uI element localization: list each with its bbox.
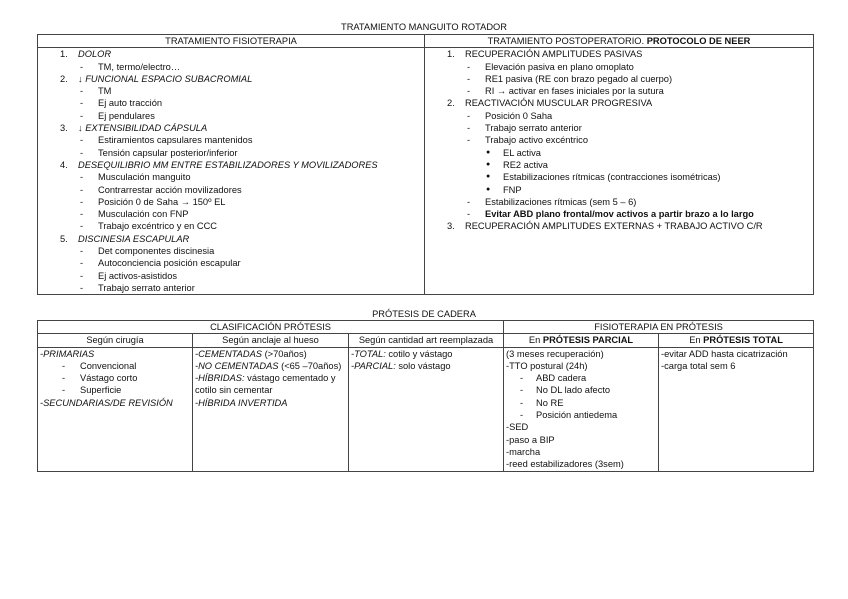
item-number: 3. (447, 221, 455, 232)
item-detail: cotilo y vástago (385, 348, 453, 359)
list-item (351, 348, 501, 360)
list-item (40, 85, 422, 97)
list-item (506, 372, 656, 384)
list-item (427, 208, 811, 220)
item-text: -TTO postural (24h) (506, 360, 588, 371)
total-prefix: En (689, 335, 701, 346)
list-item (427, 61, 811, 73)
item-text: Posición 0 de Saha → 150º EL (98, 196, 226, 207)
item-text: RECUPERACIÓN AMPLITUDES EXTERNAS + TRABAJO ACTIVO C/R (465, 221, 763, 232)
total-cell (659, 347, 814, 471)
item-text: -evitar ADD hasta cicatrización (661, 348, 788, 359)
dash-marker: - (467, 196, 471, 207)
list-item (506, 409, 656, 421)
item-text: RI → activar en fases iniciales por la sutura (485, 86, 664, 97)
dash-marker: - (80, 246, 84, 257)
item-text: Trabajo excéntrico y en CCC (98, 221, 218, 232)
list-item (40, 233, 422, 245)
dash-marker: - (80, 110, 84, 121)
item-text: Estiramientos capsulares mantenidos (98, 135, 253, 146)
item-number: 4. (60, 159, 68, 170)
list-item (40, 372, 190, 384)
dash-marker: - (80, 270, 84, 281)
list-item (427, 122, 811, 134)
list-item (506, 458, 656, 470)
dash-marker: - (62, 373, 66, 384)
item-text: TM (98, 86, 112, 97)
item-text: -carga total sem 6 (661, 360, 736, 371)
dash-marker: - (80, 86, 84, 97)
dash-marker: - (80, 196, 84, 207)
item-text: Posición antiedema (536, 410, 618, 421)
bullet-icon: ● (486, 148, 491, 156)
list-item (427, 159, 811, 171)
dash-marker: - (467, 209, 471, 220)
item-detail: (>70años) (261, 348, 307, 359)
item-detail: cotilo sin cementar (195, 385, 273, 396)
item-text: FNP (503, 184, 522, 195)
anclaje-cell (193, 347, 349, 471)
parcial-cell (504, 347, 659, 471)
item-text: Trabajo serrato anterior (98, 282, 195, 293)
list-item (506, 434, 656, 446)
list-item (40, 384, 190, 396)
list-item (195, 360, 346, 372)
subheader-parcial (504, 334, 659, 347)
list-item (40, 208, 422, 220)
list-item (195, 384, 346, 396)
dash-marker: - (520, 397, 524, 408)
item-text: Estabilizaciones rítmicas (sem 5 – 6) (485, 196, 637, 207)
list-item (427, 171, 811, 183)
item-number: 1. (60, 49, 68, 60)
bullet-icon: ● (486, 160, 491, 168)
subheader-total (659, 334, 814, 347)
list-item (427, 110, 811, 122)
dash-marker: - (80, 221, 84, 232)
item-text: Superficie (80, 385, 122, 396)
item-text: -reed estabilizadores (3sem) (506, 459, 624, 470)
list-item (40, 245, 422, 257)
item-text: Musculación manguito (98, 172, 191, 183)
item-text: DESEQUILIBRIO MM ENTRE ESTABILIZADORES Y MOVILIZADORES (78, 159, 378, 170)
dash-marker: - (467, 135, 471, 146)
rotator-table (37, 34, 814, 295)
item-text: Det componentes discinesia (98, 246, 215, 257)
item-text: DOLOR (78, 49, 112, 60)
item-detail: (<65 –70años) (278, 360, 342, 371)
item-text: Contrarrestar acción movilizadores (98, 184, 242, 195)
bullet-icon: ● (486, 173, 491, 181)
item-text: (3 meses recuperación) (506, 348, 604, 359)
list-item (427, 85, 811, 97)
item-text: ↓ FUNCIONAL ESPACIO SUBACROMIAL (78, 73, 253, 84)
dash-marker: - (520, 410, 524, 421)
item-text: Autoconciencia posición escapular (98, 258, 241, 269)
item-text: Estabilizaciones rítmicas (contracciones isométricas) (503, 172, 721, 183)
dash-marker: - (80, 209, 84, 220)
list-item (427, 147, 811, 159)
left-header: TRATAMIENTO FISIOTERAPIA (38, 35, 425, 48)
item-text: Vástago corto (80, 373, 138, 384)
item-text: Posición 0 Saha (485, 110, 553, 121)
right-header-text: TRATAMIENTO POSTOPERATORIO. (487, 36, 645, 46)
dash-marker: - (80, 184, 84, 195)
item-number: 3. (60, 123, 68, 134)
item-text: -paso a BIP (506, 434, 555, 445)
list-item (40, 184, 422, 196)
list-item (40, 196, 422, 208)
list-item (40, 122, 422, 134)
item-label: -HÍBRIDA INVERTIDA (195, 397, 288, 408)
bullet-icon: ● (486, 185, 491, 193)
list-item (40, 270, 422, 282)
cantidad-cell (349, 347, 504, 471)
rotator-title: TRATAMIENTO MANGUITO ROTADOR (341, 22, 507, 32)
subheader-cirugia: Según cirugía (38, 334, 193, 347)
item-text: Convencional (80, 360, 137, 371)
list-item (661, 348, 811, 360)
list-item (506, 348, 656, 360)
list-item (351, 360, 501, 372)
list-item (506, 446, 656, 458)
list-item (661, 360, 811, 372)
dash-marker: - (520, 385, 524, 396)
list-item (40, 73, 422, 85)
left-list (38, 48, 425, 295)
right-list (425, 48, 814, 295)
list-item (427, 196, 811, 208)
item-text: No RE (536, 397, 564, 408)
dash-marker: - (467, 110, 471, 121)
list-item (40, 257, 422, 269)
list-item (40, 397, 190, 409)
parcial-bold: PRÓTESIS PARCIAL (542, 335, 634, 346)
list-item (40, 360, 190, 372)
list-item (427, 184, 811, 196)
right-header (425, 35, 814, 48)
dash-marker: - (62, 385, 66, 396)
item-number: 2. (60, 73, 68, 84)
item-detail: vástago cementado y (244, 373, 336, 384)
item-text: Trabajo activo excéntrico (485, 135, 589, 146)
item-text: TM, termo/electro… (98, 61, 181, 72)
item-label: -CEMENTADAS (195, 348, 262, 359)
item-number: 1. (447, 49, 455, 60)
hip-table (37, 320, 814, 472)
item-detail: solo vástago (395, 360, 451, 371)
dash-marker: - (80, 147, 84, 158)
item-text: Elevación pasiva en plano omoplato (485, 61, 634, 72)
item-text: RE2 activa (503, 159, 548, 170)
dash-marker: - (467, 61, 471, 72)
list-item (506, 397, 656, 409)
list-item (40, 110, 422, 122)
item-label: -TOTAL: (351, 348, 386, 359)
dash-marker: - (80, 98, 84, 109)
item-text: EL activa (503, 147, 541, 158)
list-item (40, 134, 422, 146)
item-text: Trabajo serrato anterior (485, 123, 582, 134)
dash-marker: - (80, 282, 84, 293)
list-item (40, 282, 422, 294)
item-text: Ej pendulares (98, 110, 155, 121)
list-item (40, 159, 422, 171)
item-text: Ej auto tracción (98, 98, 163, 109)
list-item (427, 220, 811, 232)
item-label: -PARCIAL: (351, 360, 396, 371)
item-text: Musculación con FNP (98, 209, 189, 220)
list-item (40, 220, 422, 232)
list-item (427, 73, 811, 85)
list-item (40, 348, 190, 360)
item-text: -SECUNDARIAS/DE REVISIÓN (40, 397, 173, 408)
list-item (40, 97, 422, 109)
list-item (40, 61, 422, 73)
parcial-prefix: En (528, 335, 541, 346)
item-label: -NO CEMENTADAS (195, 360, 279, 371)
dash-marker: - (467, 86, 471, 97)
cirugia-cell (38, 347, 193, 471)
item-text: REACTIVACIÓN MUSCULAR PROGRESIVA (465, 98, 653, 109)
item-text: ABD cadera (536, 373, 587, 384)
classification-header: CLASIFICACIÓN PRÓTESIS (38, 321, 504, 334)
list-item (40, 171, 422, 183)
hip-title: PRÓTESIS DE CADERA (372, 309, 476, 319)
list-item (195, 348, 346, 360)
list-item (40, 48, 422, 60)
right-header-bold: PROTOCOLO DE NEER (646, 36, 751, 46)
dash-marker: - (520, 373, 524, 384)
list-item (506, 384, 656, 396)
dash-marker: - (80, 172, 84, 183)
dash-marker: - (62, 360, 66, 371)
item-text: RE1 pasiva (RE con brazo pegado al cuerpo) (485, 73, 673, 84)
item-text: RECUPERACIÓN AMPLITUDES PASIVAS (465, 49, 643, 60)
dash-marker: - (80, 61, 84, 72)
item-text: DISCINESIA ESCAPULAR (78, 233, 190, 244)
subheader-anclaje: Según anclaje al hueso (193, 334, 349, 347)
total-bold: PRÓTESIS TOTAL (703, 335, 783, 346)
list-item (195, 372, 346, 384)
fisio-header: FISIOTERAPIA EN PRÓTESIS (504, 321, 814, 334)
item-text: -marcha (506, 446, 541, 457)
item-number: 2. (447, 98, 455, 109)
subheader-cantidad: Según cantidad art reemplazada (349, 334, 504, 347)
list-item (195, 397, 346, 409)
item-text: No DL lado afecto (536, 385, 611, 396)
list-item (427, 134, 811, 146)
list-item (427, 97, 811, 109)
item-number: 5. (60, 233, 68, 244)
dash-marker: - (80, 135, 84, 146)
list-item (506, 421, 656, 433)
list-item (40, 147, 422, 159)
item-text: -PRIMARIAS (40, 348, 95, 359)
list-item (506, 360, 656, 372)
item-text: ↓ EXTENSIBILIDAD CÁPSULA (78, 123, 208, 134)
item-text: -SED (506, 422, 529, 433)
dash-marker: - (80, 258, 84, 269)
list-item (427, 48, 811, 60)
item-label: -HÍBRIDAS: (195, 373, 245, 384)
item-text: Ej activos-asistidos (98, 270, 178, 281)
item-text: Evitar ABD plano frontal/mov activos a partir brazo a lo largo (485, 209, 754, 220)
dash-marker: - (467, 73, 471, 84)
dash-marker: - (467, 123, 471, 134)
item-text: Tensión capsular posterior/inferior (98, 147, 238, 158)
